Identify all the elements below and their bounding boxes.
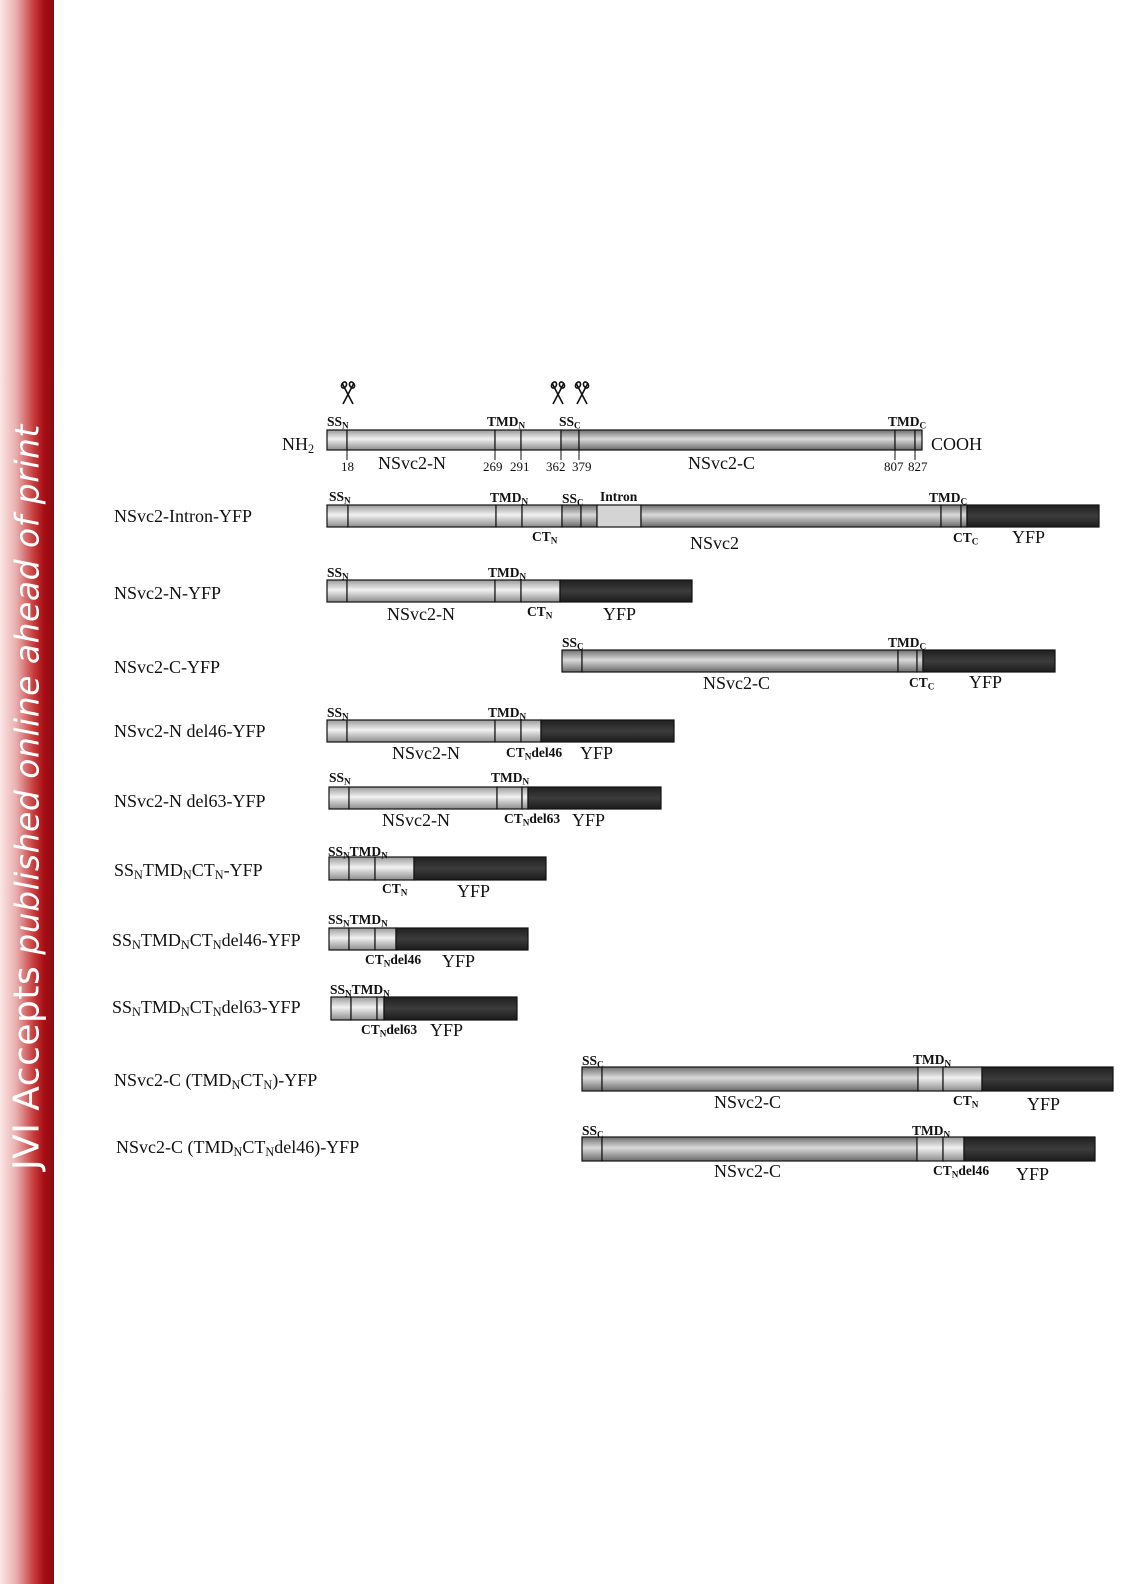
protein-segment	[377, 997, 384, 1020]
ssc-label: $SS_C$	[582, 1053, 604, 1070]
nsvc2-n-region-label: NSvc2-N	[382, 810, 450, 830]
protein-segment	[347, 580, 495, 602]
protein-segment	[347, 430, 495, 450]
protein-segment	[579, 430, 895, 450]
tmdn-label: $TMD_N$	[487, 414, 526, 431]
construct-label-ss-tmd-ct-del46: $SS_NTMD_NCT_Ndel46$-YFP	[112, 930, 301, 953]
protein-segment	[941, 505, 961, 527]
construct-label-ss-tmd-ct-del63: $SS_NTMD_NCT_Ndel63$-YFP	[112, 997, 301, 1020]
protein-segment	[918, 1067, 943, 1091]
ssn-label: $SS_N$	[327, 414, 349, 431]
ctn-del46-label: $CT_Ndel46$	[933, 1163, 990, 1180]
ssc-label: $SS_C$	[562, 491, 584, 508]
yfp-segment	[384, 997, 517, 1020]
tmdn-label: $TMD_N$	[912, 1123, 951, 1140]
position-label: 291	[510, 459, 530, 474]
nsvc2-c-region-label: NSvc2-C	[703, 673, 770, 693]
intron-label: Intron	[600, 489, 638, 504]
yfp-label: YFP	[969, 672, 1003, 692]
yfp-label: YFP	[442, 951, 476, 971]
yfp-segment	[964, 1137, 1095, 1161]
yfp-segment	[414, 857, 546, 880]
protein-segment	[562, 650, 582, 672]
yfp-segment	[982, 1067, 1113, 1091]
protein-segment	[961, 505, 967, 527]
protein-segment	[327, 580, 347, 602]
protein-segment	[641, 505, 941, 527]
yfp-label: YFP	[603, 604, 637, 624]
position-label: 362	[546, 459, 566, 474]
yfp-label: YFP	[430, 1020, 464, 1040]
protein-segment	[561, 430, 579, 450]
protein-segment	[917, 650, 923, 672]
yfp-label: YFP	[572, 810, 606, 830]
protein-segment	[347, 720, 495, 742]
ssn-label: $SS_N$	[329, 770, 351, 787]
position-label: 18	[341, 459, 354, 474]
ctn-del63-label: $CT_Ndel63$	[504, 811, 561, 828]
protein-segment	[329, 857, 349, 880]
protein-segment	[562, 505, 581, 527]
protein-segment	[496, 505, 522, 527]
ssn-label: $SS_N$	[327, 565, 349, 582]
protein-segment	[327, 505, 348, 527]
tmdc-label: $TMD_C$	[888, 635, 927, 652]
protein-segment	[602, 1137, 917, 1161]
ctn-label: $CT_N$	[953, 1093, 979, 1110]
construct-label-c-tmd-ct-del46: NSvc2-C $(TMD_NCT_Ndel46)$-YFP	[116, 1137, 360, 1160]
protein-segment	[895, 430, 915, 450]
tmdn-label: $TMD_N$	[913, 1052, 952, 1069]
ctn-del63-label: $CT_Ndel63$	[361, 1022, 418, 1039]
construct-label-ss-tmd-ct: $SS_NTMD_NCT_N$-YFP	[114, 860, 263, 883]
ctn-label: $CT_N$	[382, 881, 408, 898]
protein-segment	[582, 1137, 602, 1161]
protein-segment	[943, 1137, 964, 1161]
yfp-label: YFP	[457, 881, 491, 901]
nsvc2-n-region-label: NSvc2-N	[392, 743, 460, 763]
tmdc-label: $TMD_C$	[929, 490, 968, 507]
position-label: 807	[884, 459, 904, 474]
protein-segment	[581, 505, 597, 527]
nsvc2-n-region-label: NSvc2-N	[387, 604, 455, 624]
scissors-icon	[550, 381, 565, 404]
yfp-label: YFP	[1016, 1164, 1050, 1184]
ssn-tmdn-label: $SS_NTMD_N$	[328, 844, 388, 861]
position-label: 379	[572, 459, 592, 474]
protein-segment	[917, 1137, 943, 1161]
sidebar-watermark: JVI Accepts published online ahead of print	[6, 424, 48, 1170]
ctn-label: $CT_N$	[532, 529, 558, 546]
tmdc-label: $TMD_C$	[888, 414, 927, 431]
construct-label-n: NSvc2-N-YFP	[114, 583, 222, 603]
ssc-label: $SS_C$	[582, 1123, 604, 1140]
scissors-icon	[340, 381, 355, 404]
yfp-segment	[528, 787, 661, 809]
ctn-del46-label: $CT_Ndel46$	[506, 745, 563, 762]
protein-segment	[329, 928, 349, 950]
construct-label-intron: NSvc2-Intron-YFP	[114, 506, 252, 526]
ssn-label: $SS_N$	[327, 705, 349, 722]
protein-segment	[349, 787, 497, 809]
scissors-icons	[340, 381, 589, 404]
ssn-tmdn-label: $SS_NTMD_N$	[330, 982, 390, 999]
nsvc2-n-region-label: NSvc2-N	[378, 453, 446, 473]
protein-segment	[495, 580, 521, 602]
nsvc2-c-region-label: NSvc2-C	[714, 1092, 781, 1112]
protein-segment	[327, 430, 347, 450]
protein-segment	[915, 430, 922, 450]
protein-segment	[331, 997, 351, 1020]
intron-segment	[597, 505, 641, 527]
protein-segment	[329, 787, 349, 809]
protein-segment	[375, 857, 414, 880]
protein-segment	[348, 505, 496, 527]
yfp-label: YFP	[580, 743, 614, 763]
protein-segment	[349, 857, 375, 880]
yfp-label: YFP	[1027, 1094, 1061, 1114]
protein-segment	[327, 720, 347, 742]
construct-label-c: NSvc2-C-YFP	[114, 657, 221, 677]
protein-segment	[522, 505, 562, 527]
construct-label-n-del46: NSvc2-N del46-YFP	[114, 721, 266, 741]
construct-label-n-del63: NSvc2-N del63-YFP	[114, 791, 266, 811]
cooh-label: COOH	[931, 434, 983, 454]
protein-segment	[522, 787, 528, 809]
protein-segment	[582, 650, 898, 672]
tmdn-label: $TMD_N$	[488, 705, 527, 722]
yfp-segment	[560, 580, 692, 602]
protein-segment	[497, 787, 522, 809]
protein-segment	[495, 430, 521, 450]
ssn-label: $SS_N$	[329, 489, 351, 506]
nsvc2-c-region-label: NSvc2-C	[714, 1161, 781, 1181]
yfp-segment	[923, 650, 1055, 672]
ssc-label: $SS_C$	[559, 414, 581, 431]
protein-segment	[521, 580, 560, 602]
tmdn-label: $TMD_N$	[488, 565, 527, 582]
protein-segment	[582, 1067, 602, 1091]
yfp-label: YFP	[1012, 527, 1046, 547]
nh2-label: $NH_2$	[282, 434, 315, 457]
protein-segment	[495, 720, 521, 742]
nsvc2-c-region-label: NSvc2-C	[688, 453, 755, 473]
ctn-del46-label: $CT_Ndel46$	[365, 952, 422, 969]
scissors-icon	[574, 381, 589, 404]
tmdn-label: $TMD_N$	[490, 490, 529, 507]
protein-segment	[521, 720, 541, 742]
ctn-label: $CT_N$	[527, 604, 553, 621]
yfp-segment	[541, 720, 674, 742]
protein-segment	[602, 1067, 918, 1091]
protein-segment	[349, 928, 375, 950]
ssn-tmdn-label: $SS_NTMD_N$	[328, 912, 388, 929]
ctc-label: $CT_C$	[953, 530, 979, 547]
protein-segment	[351, 997, 377, 1020]
nsvc2-region-label: NSvc2	[690, 533, 739, 553]
protein-segment	[375, 928, 396, 950]
yfp-segment	[967, 505, 1099, 527]
ctc-label: $CT_C$	[909, 675, 935, 692]
protein-segment	[898, 650, 917, 672]
ssc-label: $SS_C$	[562, 635, 584, 652]
construct-label-c-tmd-ct: NSvc2-C $(TMD_NCT_N)$-YFP	[114, 1070, 318, 1093]
tmdn-label: $TMD_N$	[491, 770, 530, 787]
yfp-segment	[396, 928, 528, 950]
position-label: 269	[483, 459, 503, 474]
position-label: 827	[908, 459, 928, 474]
protein-segment	[943, 1067, 982, 1091]
protein-segment	[521, 430, 561, 450]
